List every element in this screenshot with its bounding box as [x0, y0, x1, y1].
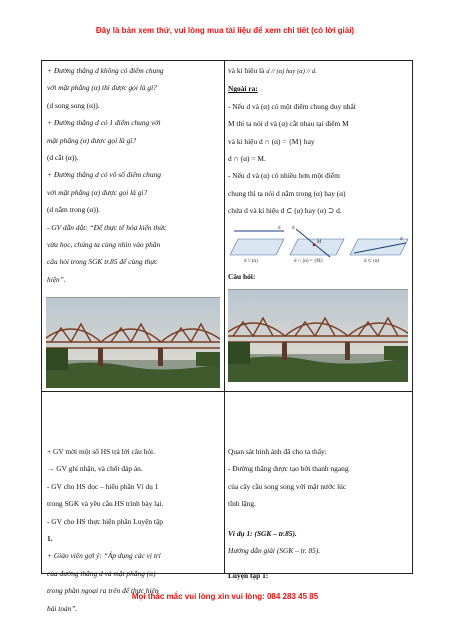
text-line: trong SGK và yêu cầu HS trình bày lại. [47, 499, 164, 509]
text-line: → GV ghi nhận, và chốt đáp án. [47, 464, 143, 474]
text-line: câu hỏi trong SGK tr.85 để cùng thực [47, 257, 158, 267]
text-line: và kí hiệu d ∩ (α) = {M} hay [228, 136, 315, 146]
left-top-cell [47, 62, 221, 288]
practice-1-label: Luyện tập 1: [228, 571, 269, 581]
diagram-caption-1: d // (α) [244, 259, 258, 264]
diagram-caption-2: d ∩ (α) = {M} [294, 259, 324, 264]
diagram-label-d2: d [292, 226, 295, 231]
text-line: với mặt phẳng (α) được gọi là gì? [47, 187, 148, 197]
diagram-label-M: M [317, 240, 322, 245]
bridge-photo-right [228, 289, 408, 382]
diagram-label-d1: d [278, 226, 281, 231]
row-divider [42, 391, 412, 392]
text-line: trong phần ngoại ra trên để thực hiện [47, 586, 159, 596]
bridge-photo-left [46, 297, 220, 388]
example-1-label: Ví dụ 1: (SGK – tr.85). [228, 528, 297, 538]
text-line: - Nếu d và (α) có nhiều hơn một điểm [228, 171, 340, 181]
text-line: - GV cho HS đọc – hiểu phần Ví dụ 1 [47, 481, 159, 491]
text-line: bài toán”. [47, 603, 78, 613]
text-line: (d song song (α)). [47, 100, 100, 110]
text-line: + Đường thẳng d không có điểm chung [47, 66, 164, 75]
diagram-caption-3: d ⊂ (α) [364, 259, 380, 264]
text-line: - GV cho HS thực hiện phần Luyện tập [47, 516, 163, 526]
ngoai-ra-heading: Ngoài ra: [228, 84, 258, 94]
text-line: (d nằm trong (α)). [47, 205, 101, 215]
text-line: M thì ta nói d và (α) cắt nhau tại điểm M [228, 119, 349, 129]
text-line: chung thì ta nói d nằm trong (α) hay (α) [228, 188, 346, 198]
text-line: (d cắt (α)). [47, 153, 79, 163]
text-line: Quan sát hình ảnh đã cho ta thấy: [228, 447, 327, 456]
text-line: - GV dẫn dắt: “Để thực tế hóa kiến thức [47, 222, 167, 232]
left-bottom-cell [47, 393, 221, 617]
cau-hoi-heading: Câu hỏi: [228, 272, 256, 281]
text-line: vừa học, chúng ta cùng nhìn vào phần [47, 240, 161, 250]
text-line: hiện”. [47, 274, 66, 284]
text-line: của đường thẳng d và mặt phẳng (α) [47, 568, 156, 578]
text-line: + GV mời một số HS trả lời câu hỏi. [47, 447, 155, 456]
text-line: - Đường thẳng được tạo bởi thanh ngang [228, 464, 349, 474]
contact-footer: Mọi thắc mắc vui lòng xin vui lòng: 084 283 45 85 [131, 592, 319, 601]
preview-banner: Đây là bản xem thử, vui lòng mua tài liệu để xem chi tiết (có lời giải) [95, 26, 355, 35]
right-top-cell [228, 62, 410, 220]
text-line: chứa d và kí hiệu d ⊂ (α) hay (α) ⊃ d. [228, 206, 342, 216]
notation-prefix: và kí hiệu là [228, 66, 267, 75]
right-bottom-cell [228, 393, 410, 585]
text-line: + Đường thẳng d có 1 điểm chung với [47, 118, 161, 128]
diagram-label-d3: d [400, 237, 403, 242]
line-plane-diagrams [230, 221, 410, 265]
text-line: 1. [47, 534, 53, 544]
text-line: d ∩ (α) = M. [228, 154, 266, 164]
text-line: của cây cầu song song với mặt nước lúc [228, 481, 347, 491]
column-divider [224, 61, 225, 573]
text-line: mặt phẳng (α) được gọi là gì? [47, 135, 137, 145]
text-line: tĩnh lặng. [228, 499, 256, 509]
text-line: với mặt phẳng (α) thì được gọi là gì? [47, 83, 157, 93]
solution-guide: Hướng dẫn giải (SGK – tr. 85). [228, 546, 321, 556]
parallel-notation: d // (α) hay (α) // d. [266, 68, 317, 75]
text-line: + Đường thẳng d có vô số điểm chung [47, 170, 161, 180]
text-line: - Nếu d và (α) có một điểm chung duy nhất [228, 101, 356, 111]
text-line: + Giáo viên gợi ý: “Áp dụng các vị trí [47, 551, 161, 561]
